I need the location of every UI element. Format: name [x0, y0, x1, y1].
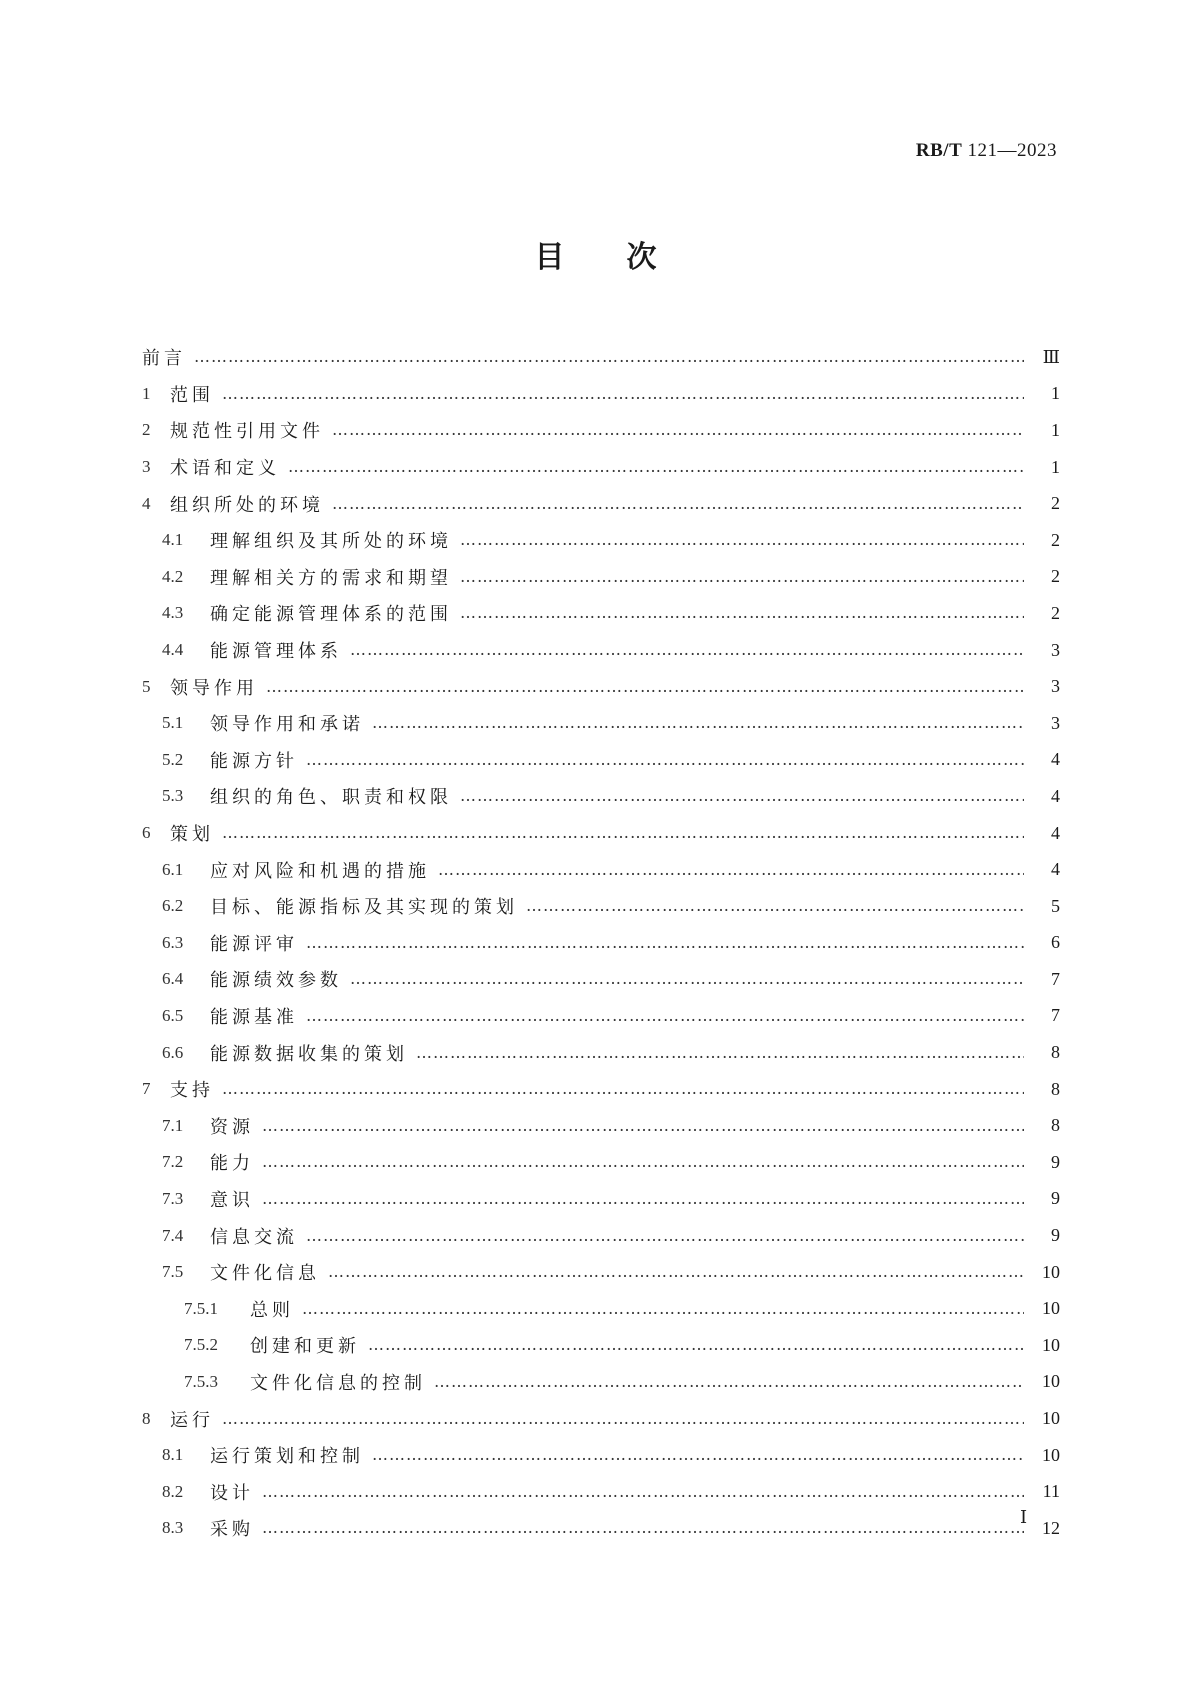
- toc-dot-leader: [222, 386, 1024, 402]
- toc-entry-number: 1: [142, 383, 151, 403]
- toc-entry-label: 采购: [210, 1519, 254, 1541]
- toc-entry-label: 支持: [170, 1080, 214, 1102]
- toc-entry-page: Ⅲ: [1042, 346, 1060, 367]
- toc-entry[interactable]: [142, 888, 1060, 925]
- toc-entry[interactable]: [142, 1400, 1060, 1437]
- toc-entry-page: 10: [1042, 1334, 1060, 1355]
- toc-entry[interactable]: [142, 668, 1060, 705]
- toc-entry-number: 7.5.3: [184, 1371, 218, 1391]
- toc-entry-page: 6: [1051, 932, 1060, 953]
- toc-dot-leader: [222, 1411, 1024, 1427]
- toc-entry-label: 范围: [170, 384, 214, 406]
- toc-entry-label: 确定能源管理体系的范围: [210, 604, 452, 626]
- toc-dot-leader: [262, 1520, 1024, 1536]
- toc-entry[interactable]: [142, 705, 1060, 742]
- toc-entry-number: 5.1: [162, 713, 184, 733]
- toc-entry-label: 目标、能源指标及其实现的策划: [210, 897, 518, 919]
- toc-dot-leader: [332, 422, 1024, 438]
- toc-dot-leader: [372, 1447, 1024, 1463]
- toc-entry-label: 信息交流: [210, 1226, 298, 1248]
- toc-entry-page: 4: [1051, 859, 1060, 880]
- toc-entry-label: 总则: [250, 1299, 294, 1321]
- toc-entry-number: 7.4: [162, 1225, 184, 1245]
- toc-entry-label: 运行策划和控制: [210, 1446, 364, 1468]
- toc-entry[interactable]: [142, 961, 1060, 998]
- toc-dot-leader: [262, 1154, 1024, 1170]
- toc-entry-label: 创建和更新: [250, 1336, 360, 1358]
- toc-entry-page: 4: [1051, 749, 1060, 770]
- document-code-number: 121—2023: [962, 140, 1057, 161]
- toc-entry[interactable]: [142, 559, 1060, 596]
- toc-entry-number: 4.2: [162, 566, 184, 586]
- toc-entry-page: 8: [1051, 1115, 1060, 1136]
- toc-dot-leader: [306, 935, 1024, 951]
- toc-entry[interactable]: [142, 632, 1060, 669]
- toc-entry-label: 资源: [210, 1116, 254, 1138]
- toc-entry-page: 4: [1051, 785, 1060, 806]
- toc-entry[interactable]: [142, 1327, 1060, 1364]
- toc-entry-label: 能源绩效参数: [210, 970, 342, 992]
- toc-dot-leader: [306, 1008, 1024, 1024]
- toc-entry-number: 7.5: [162, 1262, 184, 1282]
- toc-entry-page: 3: [1051, 676, 1060, 697]
- toc-dot-leader: [434, 1374, 1024, 1390]
- toc-entry[interactable]: [142, 1473, 1060, 1510]
- toc-entry-number: 3: [142, 457, 151, 477]
- toc-dot-leader: [262, 1118, 1024, 1134]
- toc-entry[interactable]: [142, 1364, 1060, 1401]
- toc-entry-label: 能源数据收集的策划: [210, 1043, 408, 1065]
- toc-entry[interactable]: [142, 412, 1060, 449]
- toc-entry-label: 理解相关方的需求和期望: [210, 567, 452, 589]
- toc-entry-number: 6.4: [162, 969, 184, 989]
- toc-entry-number: 7: [142, 1079, 151, 1099]
- toc-entry-page: 9: [1051, 1188, 1060, 1209]
- toc-entry-number: 6.1: [162, 859, 184, 879]
- toc-entry-label: 术语和定义: [170, 458, 280, 480]
- toc-entry-number: 7.5.2: [184, 1335, 218, 1355]
- toc-entry-page: 8: [1051, 1042, 1060, 1063]
- toc-entry-label: 能源管理体系: [210, 641, 342, 663]
- document-code: [916, 140, 1057, 162]
- toc-entry[interactable]: [142, 851, 1060, 888]
- toc-entry-number: 4: [142, 493, 151, 513]
- toc-entry-page: 10: [1042, 1261, 1060, 1282]
- toc-entry[interactable]: [142, 815, 1060, 852]
- toc-dot-leader: [332, 496, 1024, 512]
- toc-entry[interactable]: [142, 522, 1060, 559]
- toc-entry-number: 8.2: [162, 1481, 184, 1501]
- toc-entry-number: 6.5: [162, 1005, 184, 1025]
- toc-entry-page: 10: [1042, 1298, 1060, 1319]
- toc-entry-number: 5.3: [162, 786, 184, 806]
- toc-entry-label: 文件化信息: [210, 1263, 320, 1285]
- toc-entry-label: 设计: [210, 1482, 254, 1504]
- toc-entry-page: 2: [1051, 493, 1060, 514]
- toc-entry[interactable]: [142, 1510, 1060, 1547]
- toc-entry-label: 组织的角色、职责和权限: [210, 787, 452, 809]
- toc-entry-number: 7.5.1: [184, 1298, 218, 1318]
- toc-entry-label: 能源方针: [210, 750, 298, 772]
- toc-entry[interactable]: [142, 376, 1060, 413]
- toc-entry-page: 11: [1042, 1481, 1060, 1502]
- toc-entry-number: 2: [142, 420, 151, 440]
- toc-entry-page: 3: [1051, 712, 1060, 733]
- toc-dot-leader: [328, 1264, 1024, 1280]
- toc-entry-number: 4.1: [162, 530, 184, 550]
- toc-entry-page: 1: [1051, 419, 1060, 440]
- toc-dot-leader: [460, 605, 1024, 621]
- toc-entry[interactable]: [142, 1217, 1060, 1254]
- toc-entry[interactable]: [142, 1071, 1060, 1108]
- toc-title: 目次: [534, 240, 719, 275]
- toc-entry-number: 7.1: [162, 1115, 184, 1135]
- toc-entry-number: 6.6: [162, 1042, 184, 1062]
- toc-entry-label: 能源评审: [210, 933, 298, 955]
- toc-entry-number: 5: [142, 676, 151, 696]
- toc-entry-label: 规范性引用文件: [170, 421, 324, 443]
- toc-dot-leader: [350, 642, 1024, 658]
- toc-dot-leader: [372, 715, 1024, 731]
- toc-entry-number: 4.3: [162, 603, 184, 623]
- toc-dot-leader: [288, 459, 1024, 475]
- toc-dot-leader: [460, 532, 1024, 548]
- toc-entry-label: 能源基准: [210, 1006, 298, 1028]
- toc-entry[interactable]: [142, 1254, 1060, 1291]
- toc-dot-leader: [222, 825, 1024, 841]
- toc-entry-number: 6: [142, 823, 151, 843]
- toc-dot-leader: [306, 1228, 1024, 1244]
- toc-list: [142, 339, 1060, 1547]
- toc-dot-leader: [460, 788, 1024, 804]
- toc-entry-page: 3: [1051, 639, 1060, 660]
- toc-entry[interactable]: [142, 925, 1060, 962]
- toc-entry[interactable]: [142, 485, 1060, 522]
- toc-entry-number: 7.3: [162, 1188, 184, 1208]
- toc-entry-label: 领导作用和承诺: [210, 714, 364, 736]
- toc-dot-leader: [222, 1081, 1024, 1097]
- toc-dot-leader: [194, 349, 1024, 365]
- toc-entry[interactable]: [142, 1144, 1060, 1181]
- toc-dot-leader: [302, 1301, 1024, 1317]
- toc-entry-number: 6.2: [162, 896, 184, 916]
- toc-entry-page: 10: [1042, 1408, 1060, 1429]
- toc-entry-page: 2: [1051, 566, 1060, 587]
- document-code-prefix: RB/T: [915, 140, 963, 161]
- toc-entry-page: 2: [1051, 602, 1060, 623]
- toc-entry-number: 8: [142, 1408, 151, 1428]
- toc-dot-leader: [262, 1484, 1024, 1500]
- toc-entry-page: 1: [1051, 456, 1060, 477]
- toc-dot-leader: [438, 862, 1024, 878]
- toc-entry-page: 10: [1042, 1371, 1060, 1392]
- toc-entry-page: 9: [1051, 1151, 1060, 1172]
- toc-entry[interactable]: [142, 778, 1060, 815]
- toc-entry-page: 9: [1051, 1225, 1060, 1246]
- toc-entry-page: 2: [1051, 529, 1060, 550]
- toc-entry[interactable]: [142, 595, 1060, 632]
- toc-entry[interactable]: [142, 339, 1060, 376]
- toc-entry[interactable]: [142, 1437, 1060, 1474]
- toc-entry-page: 10: [1042, 1444, 1060, 1465]
- toc-entry-label: 应对风险和机遇的措施: [210, 860, 430, 882]
- toc-entry-number: 6.3: [162, 932, 184, 952]
- toc-dot-leader: [526, 898, 1024, 914]
- page-number: Ⅰ: [1020, 1507, 1028, 1527]
- toc-entry-page: 1: [1051, 383, 1060, 404]
- toc-entry[interactable]: [142, 1034, 1060, 1071]
- toc-entry-label: 策划: [170, 824, 214, 846]
- toc-dot-leader: [350, 971, 1024, 987]
- toc-entry-page: 7: [1051, 968, 1060, 989]
- toc-entry-label: 领导作用: [170, 677, 258, 699]
- toc-dot-leader: [460, 569, 1024, 585]
- toc-entry[interactable]: [142, 742, 1060, 779]
- toc-entry-label: 运行: [170, 1409, 214, 1431]
- toc-entry-label: 前言: [142, 348, 186, 370]
- toc-entry-label: 组织所处的环境: [170, 494, 324, 516]
- toc-entry-page: 4: [1051, 822, 1060, 843]
- toc-entry-page: 7: [1051, 1005, 1060, 1026]
- toc-entry-number: 4.4: [162, 640, 184, 660]
- toc-dot-leader: [266, 679, 1024, 695]
- toc-entry-number: 7.2: [162, 1152, 184, 1172]
- toc-entry-label: 理解组织及其所处的环境: [210, 531, 452, 553]
- toc-entry[interactable]: [142, 998, 1060, 1035]
- toc-entry-label: 意识: [210, 1189, 254, 1211]
- toc-entry[interactable]: [142, 449, 1060, 486]
- toc-entry-number: 5.2: [162, 749, 184, 769]
- toc-dot-leader: [262, 1191, 1024, 1207]
- toc-entry[interactable]: [142, 1290, 1060, 1327]
- toc-dot-leader: [368, 1337, 1024, 1353]
- toc-entry-label: 文件化信息的控制: [250, 1372, 426, 1394]
- toc-entry-label: 能力: [210, 1153, 254, 1175]
- toc-dot-leader: [416, 1045, 1024, 1061]
- toc-entry-page: 8: [1051, 1078, 1060, 1099]
- toc-entry-page: 12: [1042, 1517, 1060, 1538]
- toc-entry-page: 5: [1051, 895, 1060, 916]
- toc-dot-leader: [306, 752, 1024, 768]
- toc-entry-number: 8.1: [162, 1445, 184, 1465]
- toc-entry-number: 8.3: [162, 1518, 184, 1538]
- toc-entry[interactable]: [142, 1107, 1060, 1144]
- toc-entry[interactable]: [142, 1181, 1060, 1218]
